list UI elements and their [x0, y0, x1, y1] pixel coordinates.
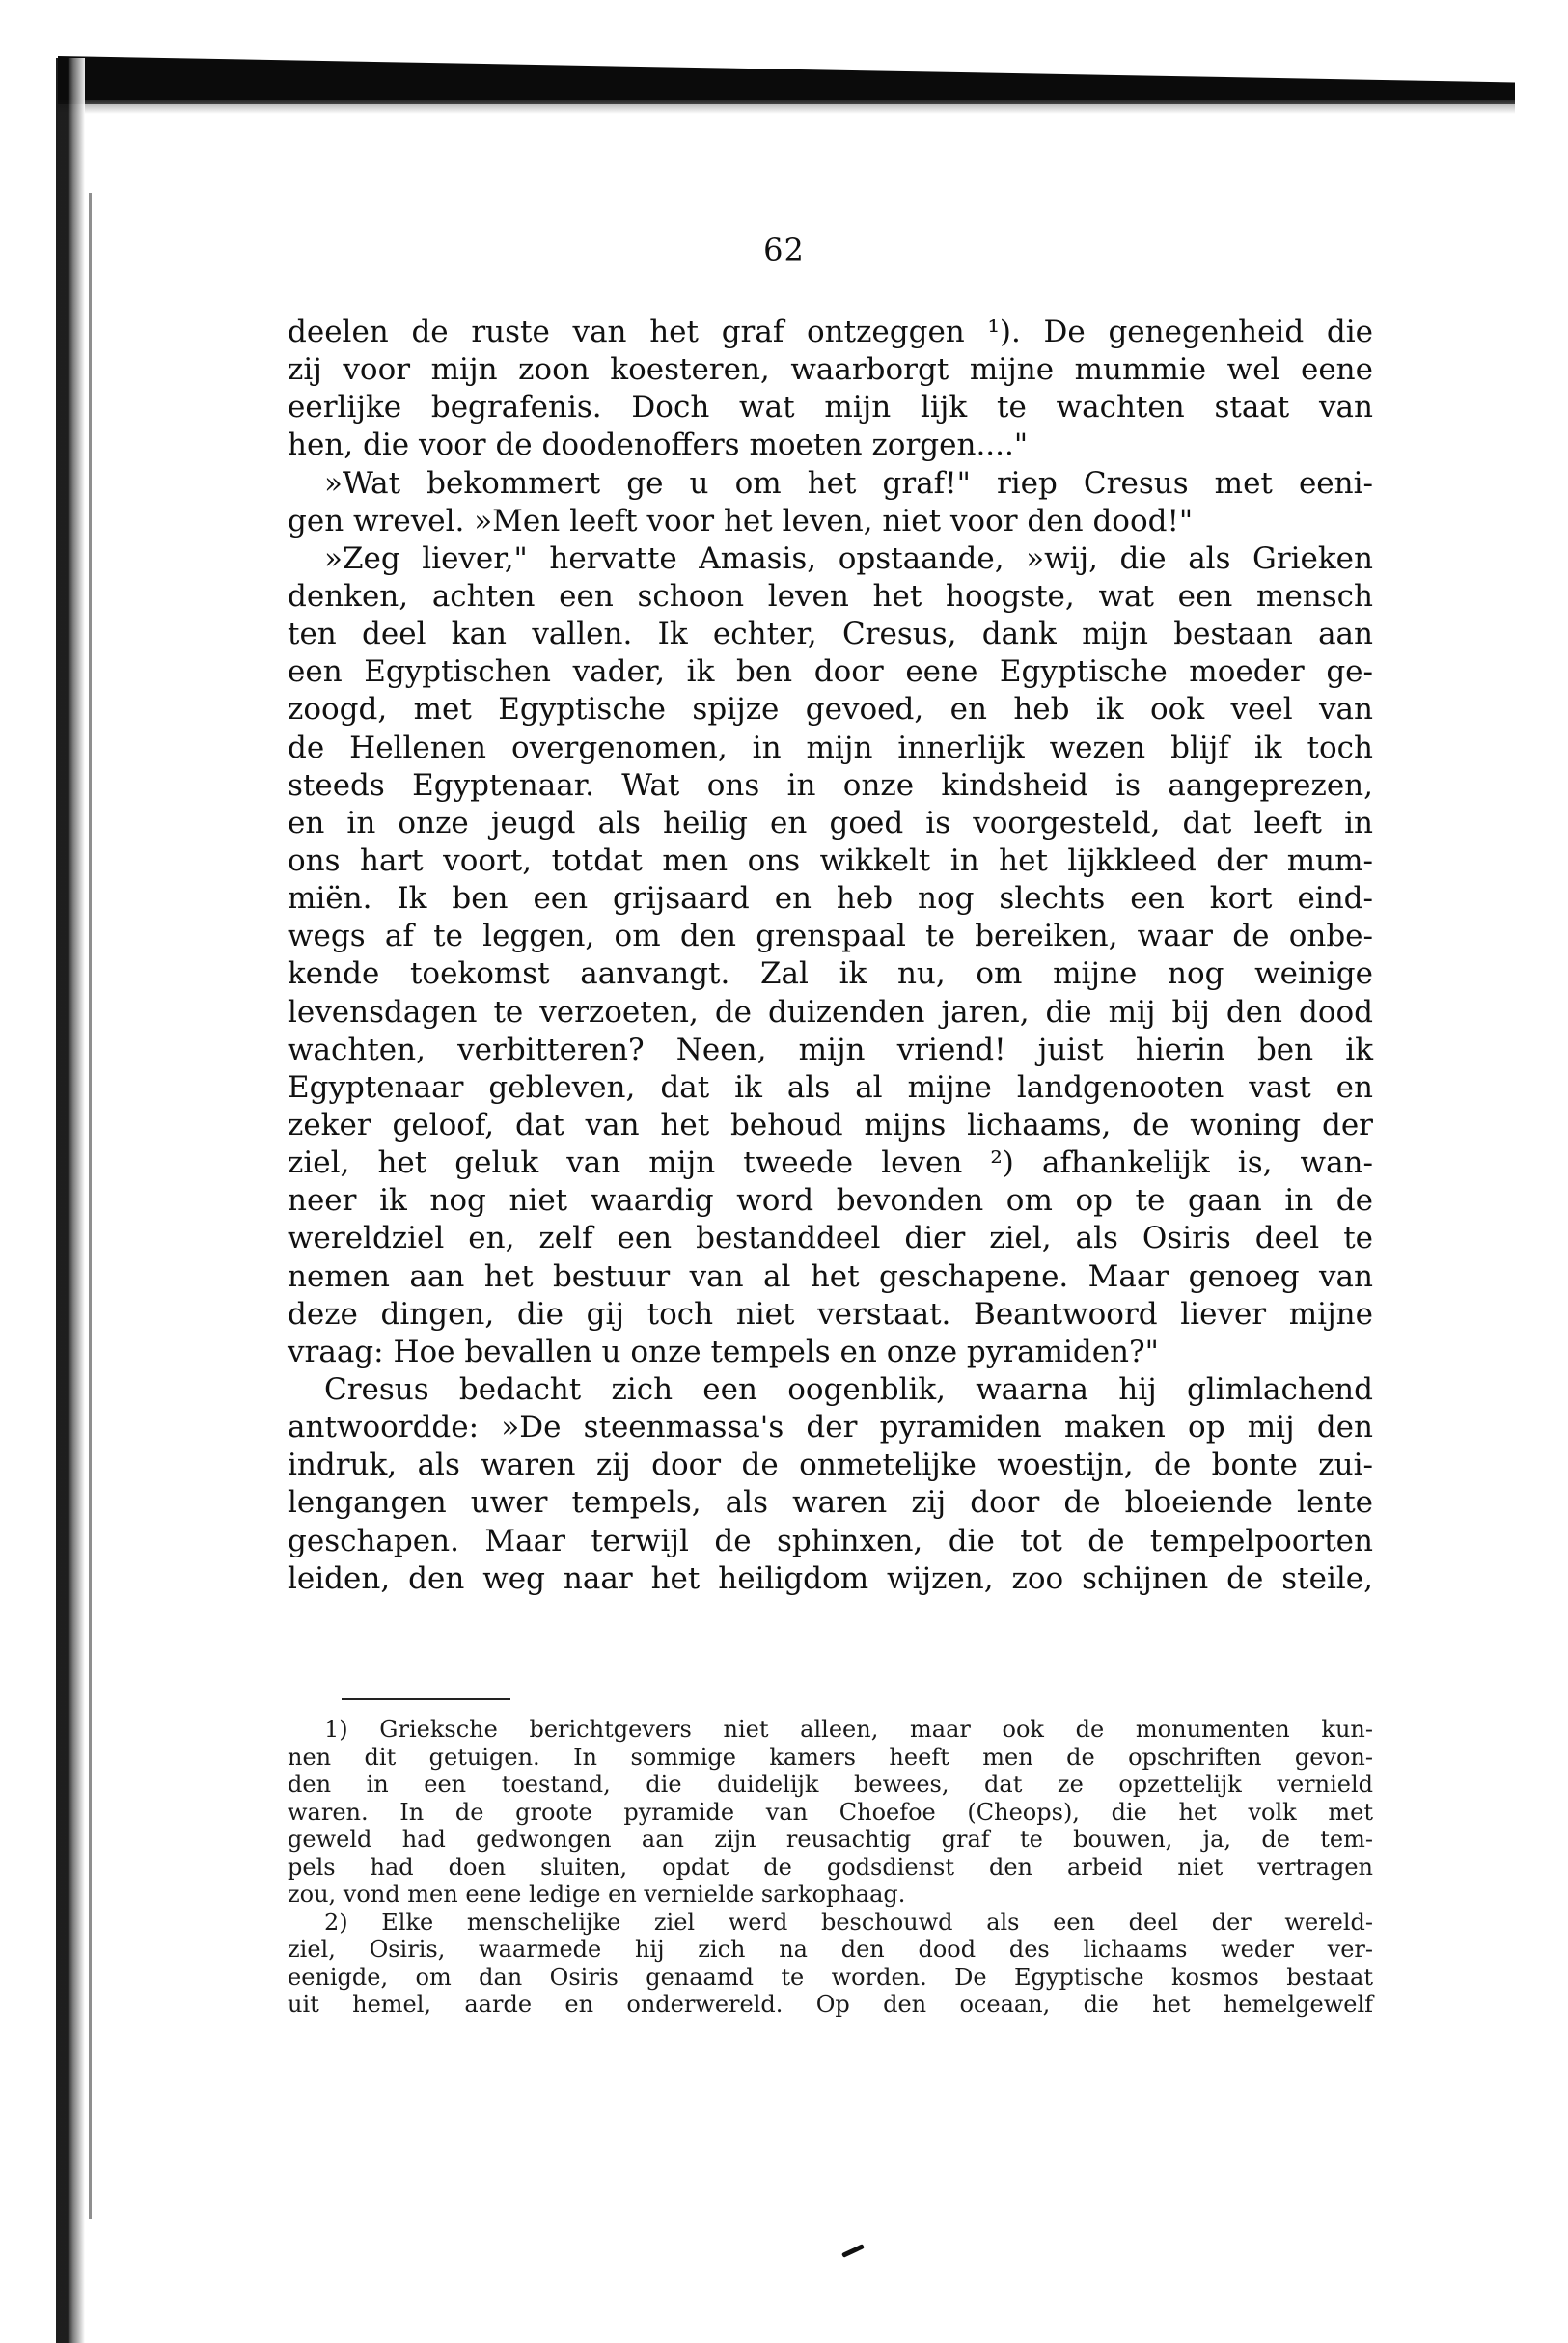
scan-border-top [58, 56, 1515, 104]
footnote-line: waren. In de groote pyramide van Choefoe (Cheops), die het volk met [288, 1798, 1373, 1826]
footnote-line: eenigde, om dan Osiris genaamd te worden. De Egyptische kosmos bestaat [288, 1963, 1373, 1991]
scan-streak-left [89, 193, 92, 2219]
text-line: deelen de ruste van het graf ontzeggen ¹). De genegenheid die [288, 315, 1373, 349]
scan-shadow-top [58, 100, 1515, 114]
text-line: wachten, verbitteren? Neen, mijn vriend! juist hierin ben ik [288, 1032, 1373, 1067]
text-line: ziel, het geluk van mijn tweede leven ²) afhankelijk is, wan- [288, 1145, 1373, 1181]
text-line: zij voor mijn zoon koesteren, waarborgt mijne mummie wel eene [288, 352, 1373, 388]
footnote-line: pels had doen sluiten, opdat de godsdienst den arbeid niet vertragen [288, 1853, 1373, 1881]
text-line: gen wrevel. »Men leeft voor het leven, niet voor den dood!" [288, 503, 1194, 538]
text-line: indruk, als waren zij door de onmetelijke woestijn, de bonte zui- [288, 1447, 1373, 1483]
text-line: deze dingen, die gij toch niet verstaat. Beantwoord liever mijne [288, 1296, 1373, 1332]
text-line: ten deel kan vallen. Ik echter, Cresus, dank mijn bestaan aan [288, 617, 1373, 652]
text-line: lengangen uwer tempels, als waren zij door de bloeiende lente [288, 1485, 1373, 1521]
text-line: levensdagen te verzoeten, de duizenden jaren, die mij bij den dood [288, 994, 1373, 1030]
text-line: wereldziel en, zelf een bestanddeel dier ziel, als Osiris deel te [288, 1221, 1373, 1256]
footnote-line: uit hemel, aarde en onderwereld. Op den oceaan, die het hemelgewelf [288, 1991, 1373, 2018]
text-line: »Zeg liever," hervatte Amasis, opstaande, »wij, die als Grieken [324, 540, 1373, 576]
footnote-line: ziel, Osiris, waarmede hij zich na den dood des lichaams weder ver- [288, 1936, 1373, 1963]
body-text [288, 314, 1373, 1598]
text-line: steeds Egyptenaar. Wat ons in onze kindsheid is aangeprezen, [288, 767, 1373, 803]
footnote-line: geweld had gedwongen aan zijn reusachtig graf te bouwen, ja, de tem- [288, 1826, 1373, 1853]
text-line: Cresus bedacht zich een oogenblik, waarna hij glimlachend [324, 1371, 1373, 1407]
footnote-line: den in een toestand, die duidelijk bewees, dat ze opzettelijk vernield [288, 1771, 1373, 1798]
text-line: de Hellenen overgenomen, in mijn innerlijk wezen blijf ik toch [288, 730, 1373, 765]
text-line: geschapen. Maar terwijl de sphinxen, die tot de tempelpoorten [288, 1523, 1373, 1558]
page-number: 62 [763, 232, 805, 268]
text-line: denken, achten een schoon leven het hoogste, wat een mensch [288, 578, 1373, 614]
text-line: neer ik nog niet waardig word bevonden om op te gaan in de [288, 1183, 1373, 1219]
footnote-line: zou, vond men eene ledige en vernielde sarkophaag. [288, 1881, 906, 1908]
text-line: een Egyptischen vader, ik ben door eene Egyptische moeder ge- [288, 654, 1373, 690]
text-line: ons hart voort, totdat men ons wikkelt in het lijkkleed der mum- [288, 842, 1373, 878]
text-line: »Wat bekommert ge u om het graf!" riep Cresus met eeni- [324, 465, 1373, 501]
text-line: zeker geloof, dat van het behoud mijns lichaams, de woning der [288, 1107, 1373, 1143]
text-line: wegs af te leggen, om den grenspaal te bereiken, waar de onbe- [288, 919, 1373, 954]
text-line: leiden, den weg naar het heiligdom wijzen, zoo schijnen de steile, [288, 1560, 1373, 1596]
text-line: nemen aan het bestuur van al het geschapene. Maar genoeg van [288, 1258, 1373, 1294]
text-line: zoogd, met Egyptische spijze gevoed, en heb ik ook veel van [288, 692, 1373, 728]
text-line: hen, die voor de doodenoffers moeten zorgen...." [288, 427, 1029, 463]
text-line: eerlijke begrafenis. Doch wat mijn lijk te wachten staat van [288, 390, 1373, 426]
scan-border-left [56, 58, 85, 2343]
footnotes [288, 1716, 1373, 2019]
footnote-line: 1) Grieksche berichtgevers niet alleen, maar ook de monumenten kun- [324, 1716, 1373, 1743]
text-line: Egyptenaar gebleven, dat ik als al mijne landgenooten vast en [288, 1069, 1373, 1105]
footnote-divider [342, 1698, 510, 1700]
text-line: miën. Ik ben een grijsaard en heb nog slechts een kort eind- [288, 881, 1373, 917]
text-line: kende toekomst aanvangt. Zal ik nu, om mijne nog weinige [288, 956, 1373, 992]
footnote-line: 2) Elke menschelijke ziel werd beschouwd als een deel der wereld- [324, 1908, 1373, 1936]
text-line: en in onze jeugd als heilig en goed is voorgesteld, dat leeft in [288, 805, 1373, 841]
ink-mark [841, 2244, 865, 2258]
text-line: antwoordde: »De steenmassa's der pyramiden maken op mij den [288, 1410, 1373, 1446]
text-line: vraag: Hoe bevallen u onze tempels en onze pyramiden?" [288, 1334, 1159, 1369]
footnote-line: nen dit getuigen. In sommige kamers heeft men de opschriften gevon- [288, 1743, 1373, 1771]
